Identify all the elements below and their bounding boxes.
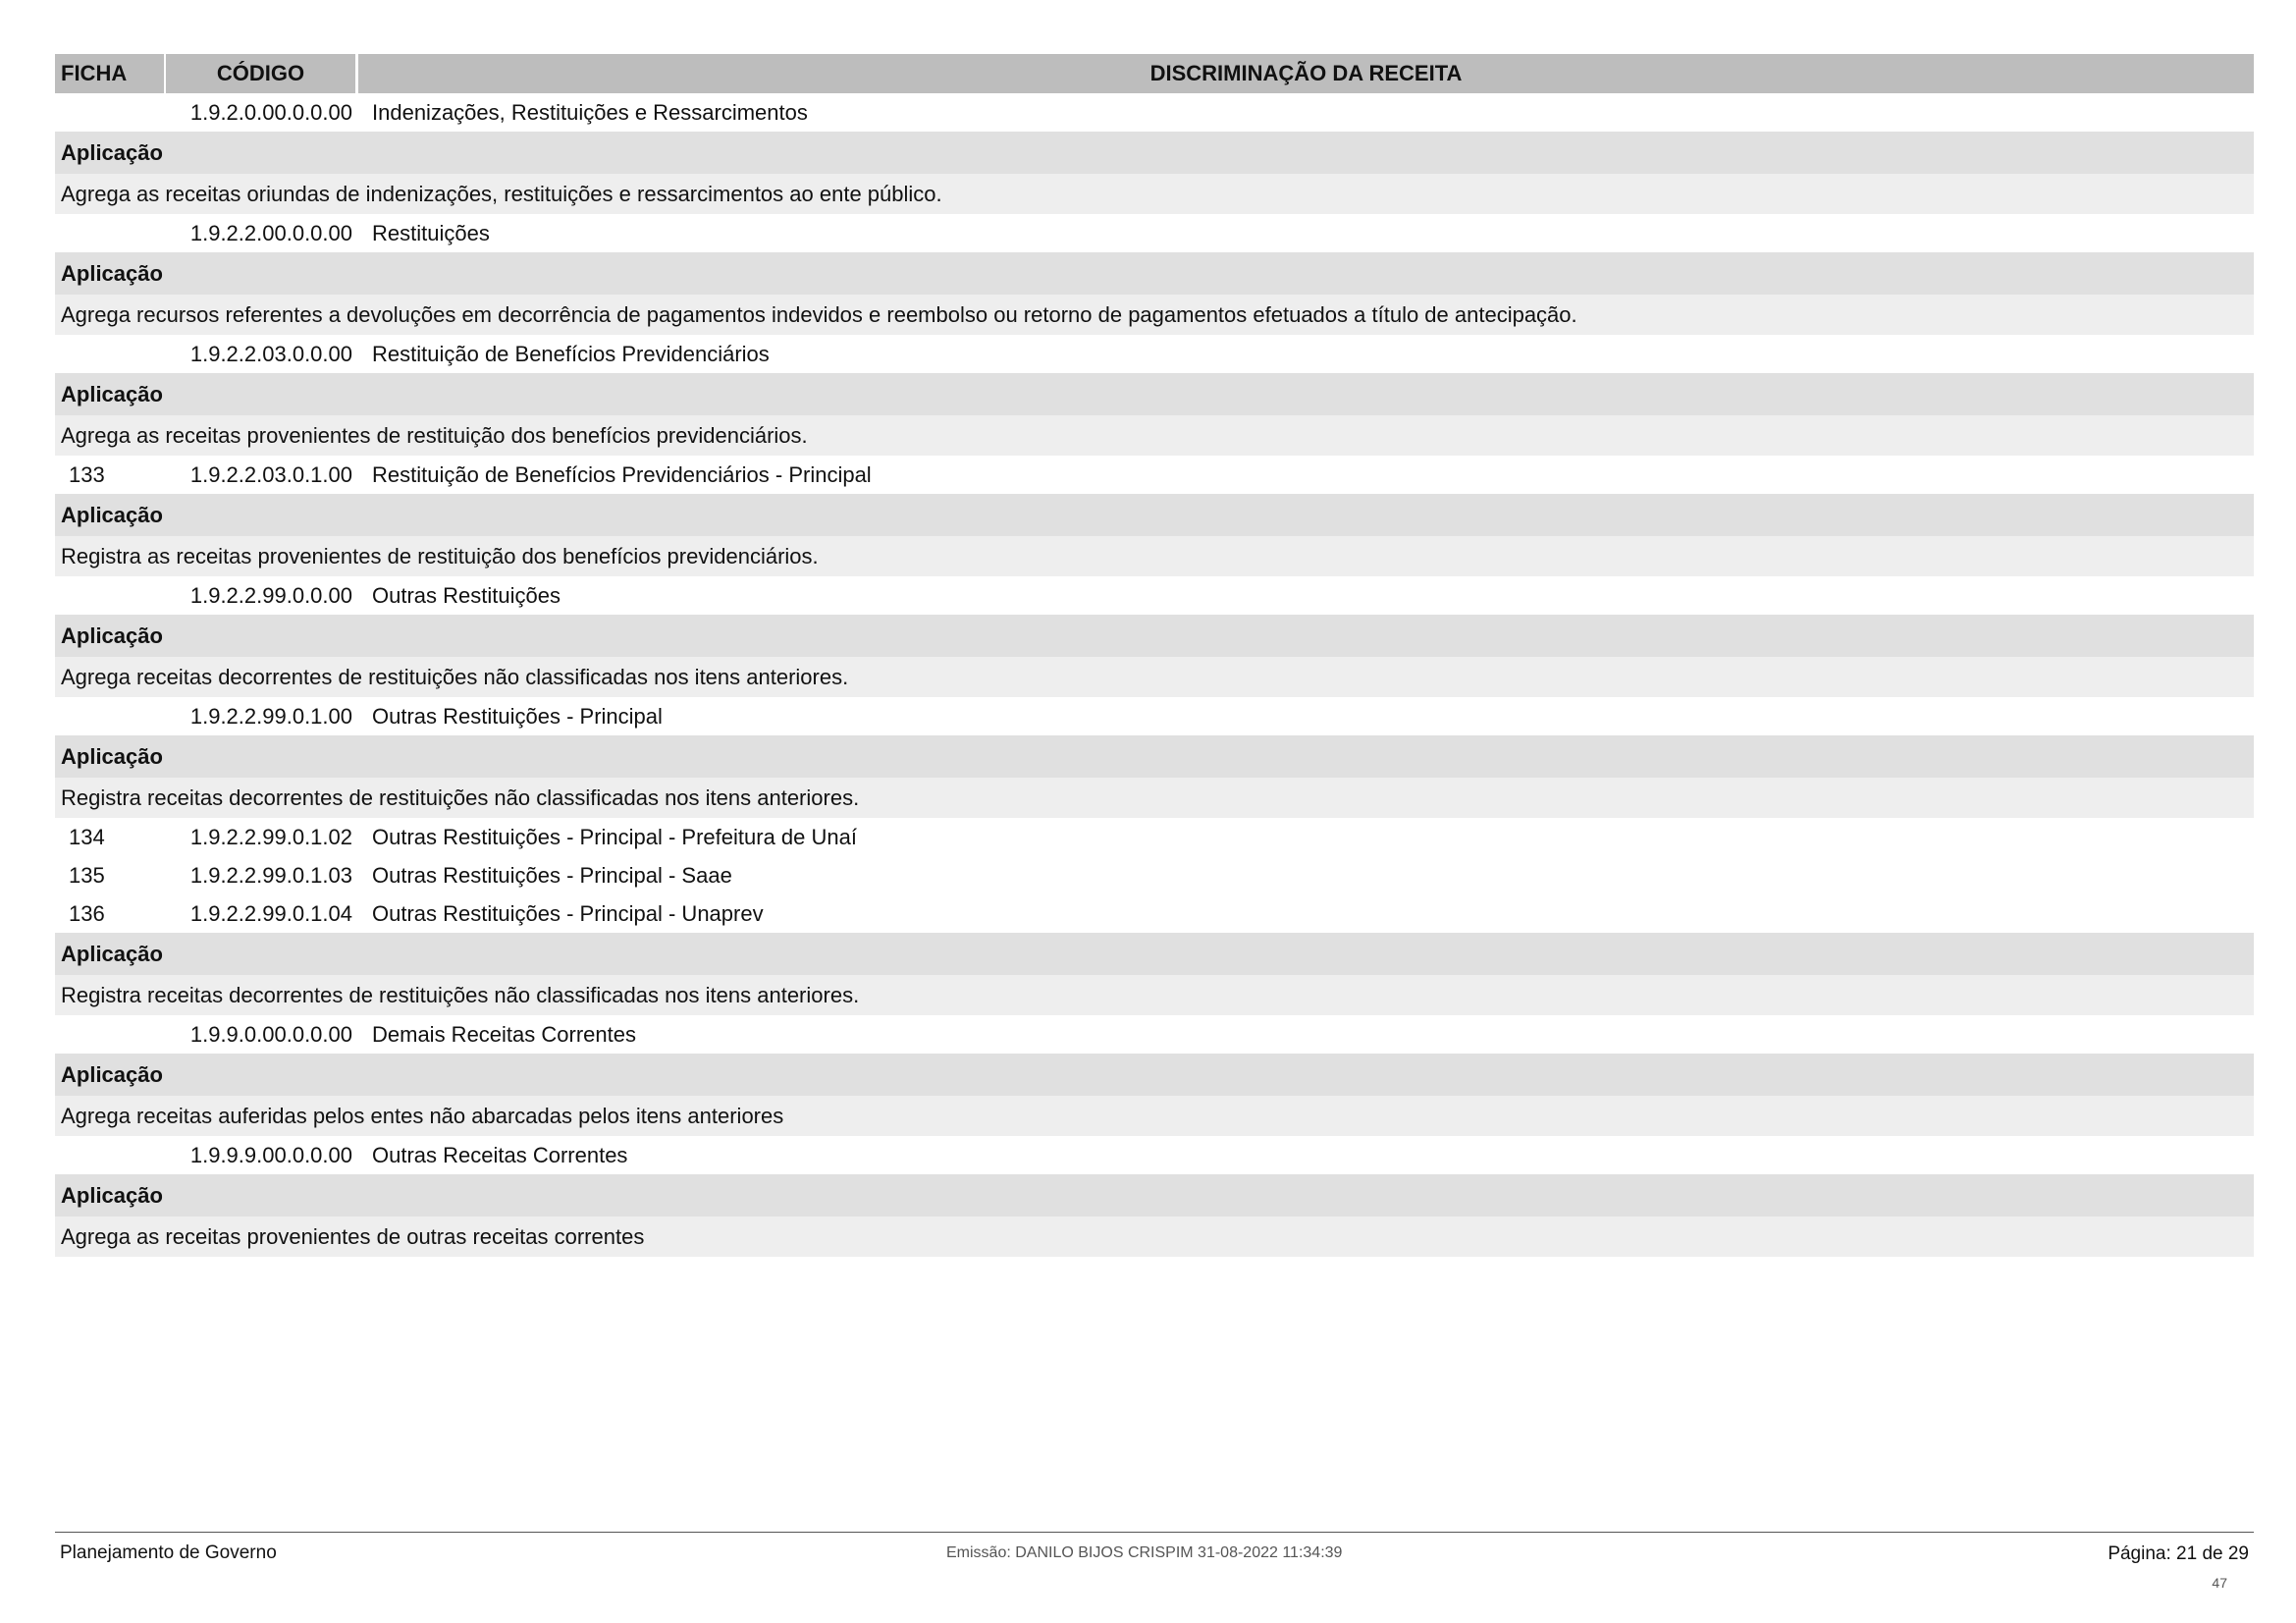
cell-discriminacao: Outras Restituições - Principal xyxy=(372,703,663,729)
cell-codigo: 1.9.2.2.00.0.0.00 xyxy=(189,220,352,245)
table-row-item xyxy=(55,1015,2254,1054)
table-row-item xyxy=(55,894,2254,933)
cell-discriminacao: Restituições xyxy=(372,220,490,245)
aplicacao-label: Aplicação xyxy=(55,1174,2254,1217)
footer-emission-text: Emissão: DANILO BIJOS CRISPIM 31-08-2022 11:34:39 xyxy=(946,1544,1343,1561)
aplicacao-description: Agrega as receitas provenientes de outras receitas correntes xyxy=(55,1217,2254,1257)
cell-codigo: 1.9.9.0.00.0.0.00 xyxy=(189,1021,352,1047)
cell-codigo: 1.9.2.2.03.0.1.00 xyxy=(189,461,352,487)
footer-page-number: Página: 21 de 29 xyxy=(2108,1543,2249,1564)
aplicacao-label: Aplicação xyxy=(55,735,2254,778)
aplicacao-description: Agrega recursos referentes a devoluções em decorrência de pagamentos indevidos e reembolso ou retorno de pagamentos efetuados a título de antecipação. xyxy=(55,295,2254,335)
cell-codigo: 1.9.2.2.99.0.1.00 xyxy=(189,703,352,729)
aplicacao-description: Agrega as receitas oriundas de indenizações, restituições e ressarcimentos ao ente público. xyxy=(55,174,2254,214)
aplicacao-description: Registra receitas decorrentes de restituições não classificadas nos itens anteriores. xyxy=(55,778,2254,818)
cell-discriminacao: Outras Restituições - Principal - Prefeitura de Unaí xyxy=(372,824,857,849)
cell-discriminacao: Outras Receitas Correntes xyxy=(372,1142,628,1167)
cell-ficha: 134 xyxy=(69,824,105,849)
header-codigo: CÓDIGO xyxy=(166,54,355,93)
table-row-item xyxy=(55,818,2254,856)
table-row-item xyxy=(55,214,2254,252)
cell-codigo: 1.9.2.2.03.0.0.00 xyxy=(189,341,352,366)
table-header xyxy=(55,54,2254,93)
cell-ficha: 133 xyxy=(69,461,105,487)
cell-codigo: 1.9.2.2.99.0.1.03 xyxy=(189,862,352,888)
aplicacao-label: Aplicação xyxy=(55,373,2254,415)
table-row-item xyxy=(55,456,2254,494)
aplicacao-description: Registra receitas decorrentes de restituições não classificadas nos itens anteriores. xyxy=(55,975,2254,1015)
table-row-item xyxy=(55,1136,2254,1174)
aplicacao-description: Agrega receitas decorrentes de restituições não classificadas nos itens anteriores. xyxy=(55,657,2254,697)
table-row-item xyxy=(55,576,2254,615)
aplicacao-label: Aplicação xyxy=(55,494,2254,536)
cell-discriminacao: Restituição de Benefícios Previdenciários - Principal xyxy=(372,461,872,487)
cell-ficha: 136 xyxy=(69,900,105,926)
cell-discriminacao: Indenizações, Restituições e Ressarcimentos xyxy=(372,99,808,125)
header-discriminacao: DISCRIMINAÇÃO DA RECEITA xyxy=(358,54,2254,93)
cell-discriminacao: Outras Restituições - Principal - Saae xyxy=(372,862,732,888)
aplicacao-label: Aplicação xyxy=(55,1054,2254,1096)
cell-codigo: 1.9.2.2.99.0.1.02 xyxy=(189,824,352,849)
aplicacao-label: Aplicação xyxy=(55,252,2254,295)
cell-discriminacao: Outras Restituições - Principal - Unaprev xyxy=(372,900,764,926)
footer-left-text: Planejamento de Governo xyxy=(60,1542,277,1563)
cell-codigo: 1.9.9.9.00.0.0.00 xyxy=(189,1142,352,1167)
cell-codigo: 1.9.2.2.99.0.0.00 xyxy=(189,582,352,608)
revenue-table xyxy=(55,54,2254,1257)
cell-codigo: 1.9.2.2.99.0.1.04 xyxy=(189,900,352,926)
aplicacao-description: Registra as receitas provenientes de restituição dos benefícios previdenciários. xyxy=(55,536,2254,576)
header-ficha: FICHA xyxy=(55,54,164,93)
table-row-item xyxy=(55,856,2254,894)
aplicacao-description: Agrega as receitas provenientes de restituição dos benefícios previdenciários. xyxy=(55,415,2254,456)
cell-codigo: 1.9.2.0.00.0.0.00 xyxy=(189,99,352,125)
cell-discriminacao: Outras Restituições xyxy=(372,582,561,608)
table-row-item xyxy=(55,93,2254,132)
table-row-item xyxy=(55,335,2254,373)
aplicacao-description: Agrega receitas auferidas pelos entes não abarcadas pelos itens anteriores xyxy=(55,1096,2254,1136)
cell-discriminacao: Demais Receitas Correntes xyxy=(372,1021,636,1047)
footer-divider xyxy=(55,1532,2254,1533)
table-body xyxy=(55,93,2254,1257)
cell-ficha: 135 xyxy=(69,862,105,888)
table-row-item xyxy=(55,697,2254,735)
aplicacao-label: Aplicação xyxy=(55,132,2254,174)
aplicacao-label: Aplicação xyxy=(55,615,2254,657)
aplicacao-label: Aplicação xyxy=(55,933,2254,975)
cell-discriminacao: Restituição de Benefícios Previdenciários xyxy=(372,341,770,366)
footer-sheet-number: 47 xyxy=(2212,1575,2227,1591)
